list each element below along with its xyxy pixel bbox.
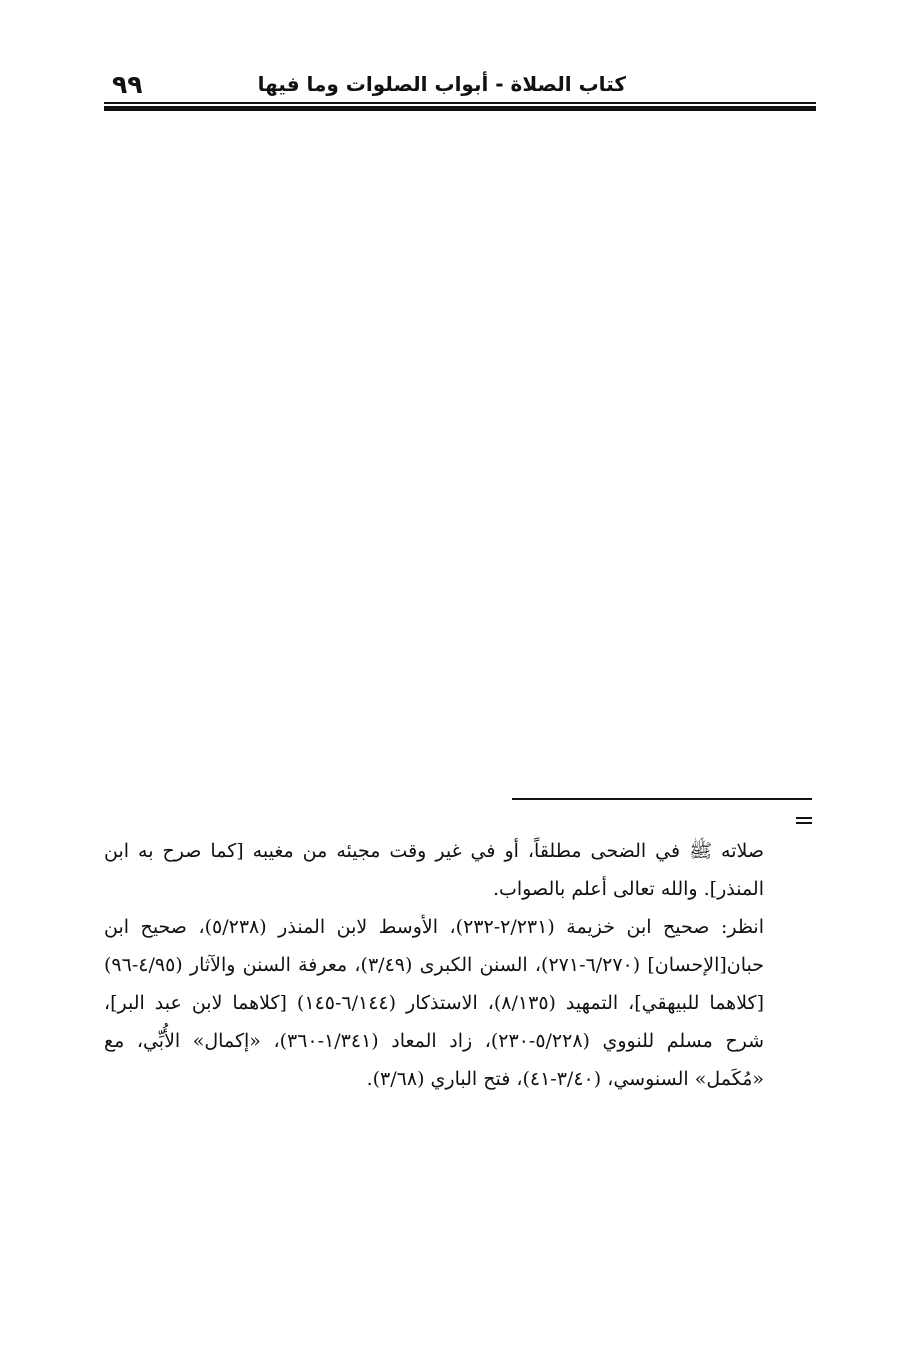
continuation-mark: [796, 817, 812, 825]
page-number: ٩٩: [112, 70, 143, 99]
footnote-paragraph: صلاته ﷺ في الضحى مطلقاً، أو في غير وقت مجيئه من مغيبه [كما صرح به ابن المنذر]. والله تعالى أعلم بالصواب.: [104, 840, 764, 900]
footnote: [104, 832, 764, 1098]
page-header: [104, 66, 816, 106]
footnote-separator: [512, 798, 812, 800]
header-rule-thin: [104, 102, 816, 104]
header-rule-thick: [104, 106, 816, 111]
footnote-references: انظر: صحيح ابن خزيمة (٢/٢٣١-٢٣٢)، الأوسط لابن المنذر (٥/٢٣٨)، صحيح ابن حبان[الإحسان] (٦/٢٧٠-٢٧١)، السنن الكبرى (٣/٤٩)، معرفة السنن والآثار (٤/٩٥-٩٦) [كلاهما للبيهقي]، التمهيد (٨/١٣٥)، الاستذكار (٦/١٤٤-١٤٥) [كلاهما لابن عبد البر]، شرح مسلم للنووي (٥/٢٢٨-٢٣٠)، زاد المعاد (١/٣٤١-٣٦٠)، «إكمال» الأُبِّي، مع «مُكَمل» السنوسي، (٣/٤٠-٤١)، فتح الباري (٣/٦٨).: [104, 916, 764, 1090]
running-title: كتاب الصلاة - أبواب الصلوات وما فيها: [257, 72, 626, 96]
